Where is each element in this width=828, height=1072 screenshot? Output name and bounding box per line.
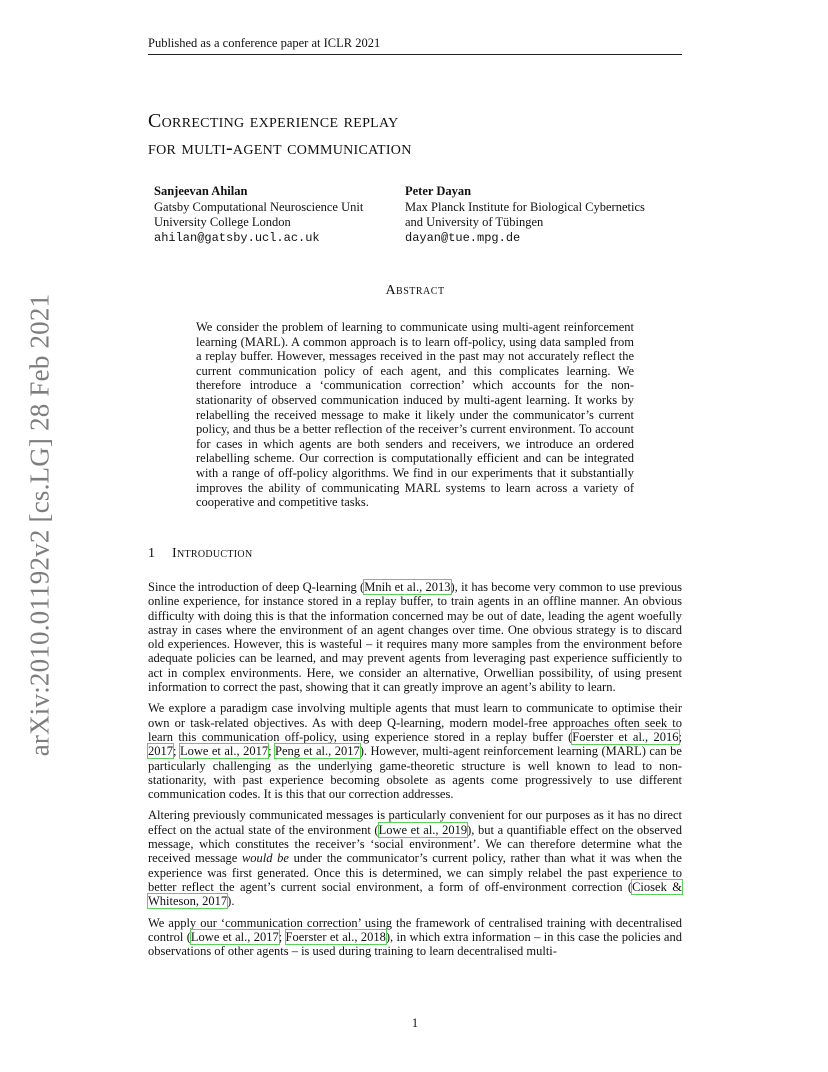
author-block-1 [154, 184, 363, 246]
section-number: 1 [148, 546, 156, 561]
paragraph [148, 580, 682, 694]
paragraph [148, 808, 682, 908]
author-affiliation: Gatsby Computational Neuroscience Unit [154, 199, 364, 214]
author-block-2 [405, 184, 645, 246]
paragraph-text: ), but a quantifiable effect on the observed message, which constitutes the receiver’s ‘social environment’. We can therefore determine what the received message [148, 822, 682, 866]
title-line-1: Correcting experience replay [148, 110, 399, 132]
author-affiliation: Max Planck Institute for Biological Cybernetics [405, 199, 645, 214]
citation-separator: ; [278, 929, 286, 944]
author-email: dayan@tue.mpg.de [405, 230, 521, 245]
paragraph-text: Since the introduction of deep Q-learning ( [148, 580, 365, 594]
paragraph-text: Altering previously communicated messages is particularly convenient for our purposes as it has no direct effect on the actual state of the environment ( [148, 808, 682, 837]
section-title: Introduction [172, 546, 253, 561]
running-head-text: Published as a conference paper at ICLR 2021 [148, 36, 381, 50]
citation-link[interactable]: Ciosek & Whiteson, 2017 [148, 879, 682, 909]
paper-title [148, 108, 682, 162]
emphasis-text: would be [241, 851, 289, 866]
paragraph-text: We apply our ‘communication correction’ using the framework of centralised training with decentralised control ( [148, 915, 682, 944]
citation-link[interactable]: Foerster et al., 2016 [572, 729, 679, 744]
author-email: ahilan@gatsby.ucl.ac.uk [154, 230, 320, 245]
paragraph-text: ), it has become very common to use previous online experience, for instance stored in a replay buffer, to train agents in an offline manner. An obvious difficulty with doing this is that the information concerned may be out of date, leading the agent woefully astray in cases where the environment of an agent changes over time. One obvious strategy is to discard old experiences. However, this is wasteful – it requires many more samples from the environment before adequate policies can be learned, and may prevent agents from leveraging past experience sufficiently to act in complex environments. Here, we consider an alternative, Orwellian possibility, of using present information to correct the past, showing that it can greatly improve an agent’s ability to learn. [148, 580, 682, 695]
citation-separator: ; [173, 744, 180, 759]
citation-link[interactable]: Foerster et al., 2018 [285, 929, 386, 944]
paragraph-text: We explore a paradigm case involving multiple agents that must learn to communicate to optimise their own or task-related objectives. As with deep Q-learning, modern model-free approaches often seek to learn this communication off-policy, using experience stored in a replay buffer ( [148, 701, 682, 744]
paragraph-text: ), in which extra information – in this case the policies and observations of other agents – is used during training to learn decentralised multi- [148, 929, 682, 959]
abstract-text: We consider the problem of learning to communicate using multi-agent reinforcement learning (MARL). A common approach is to learn off-policy, using data sampled from a replay buffer. However, messages received in the past may not accurately reflect the current communication policy of each agent, and this complicates learning. We therefore introduce a ‘communication correction’ which accounts for the non-stationarity of observed communication induced by multi-agent learning. It works by relabelling the received message to make it likely under the communicator’s current policy, and thus be a better reflection of the receiver’s current environment. To account for cases in which agents are both senders and receivers, we introduce an ordered relabelling scheme. Our correction is computationally efficient and can be integrated with a range of off-policy algorithms. We find in our experiments that it substantially improves the ability of communicating MARL systems to learn across a variety of cooperative and competitive tasks. [196, 320, 634, 510]
section-heading [148, 546, 682, 562]
main-body [148, 580, 682, 965]
citation-link[interactable]: Peng et al., 2017 [275, 744, 360, 759]
citation-separator: ; [268, 744, 276, 759]
paragraph-text: under the communicator’s current policy, rather than what it was when the experience was first generated. Once this is determined, we can simply relabel the past experience to better reflect the agent’s current social environment, a form of off-environment correction ( [148, 851, 682, 894]
citation-link[interactable]: 2017 [148, 744, 173, 759]
paragraph-text: ). [227, 894, 235, 909]
abstract-heading: Abstract [385, 283, 445, 298]
running-header [148, 36, 682, 55]
author-affiliation: and University of Tübingen [405, 215, 544, 229]
citation-link[interactable]: Lowe et al., 2019 [378, 822, 468, 837]
author-name: Peter Dayan [405, 184, 472, 198]
paragraph [148, 701, 682, 801]
arxiv-identifier: arXiv:2010.01192v2 [cs.LG] 28 Feb 2021 [24, 293, 55, 757]
author-name: Sanjeevan Ahilan [154, 184, 248, 198]
citation-link[interactable]: Lowe et al., 2017 [190, 929, 279, 944]
author-affiliation: University College London [154, 215, 291, 229]
citation-link[interactable]: Lowe et al., 2017 [179, 744, 269, 759]
paragraph-text: ). However, multi-agent reinforcement learning (MARL) can be particularly challenging as the underlying game-theoretic structure is well known to lead to non-stationarity, with past experience becoming obsolete as agents come progressively to use different communication codes. It is this that our correction addresses. [148, 744, 682, 802]
citation-separator: ; [678, 729, 682, 744]
title-line-2: for multi-agent communication [148, 137, 412, 159]
paragraph [148, 916, 682, 959]
page-number: 1 [411, 1016, 419, 1030]
citation-link[interactable]: Mnih et al., 2013 [364, 580, 451, 594]
